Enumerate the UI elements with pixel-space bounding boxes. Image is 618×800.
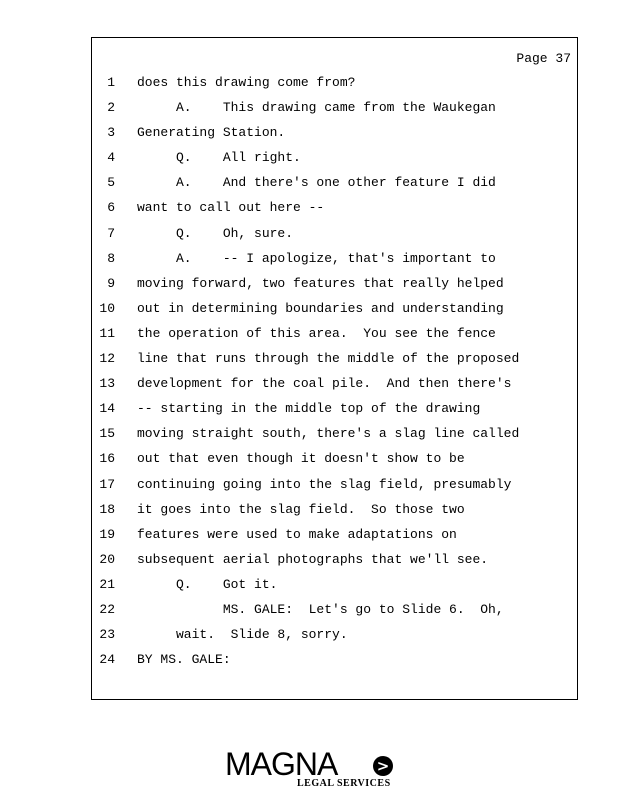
transcript-lines bbox=[92, 73, 577, 675]
line-number: 12 bbox=[99, 351, 115, 367]
line-number: 23 bbox=[99, 627, 115, 643]
transcript-line bbox=[92, 324, 577, 349]
line-number: 22 bbox=[99, 601, 115, 617]
line-number: 17 bbox=[99, 476, 115, 492]
transcript-line bbox=[92, 500, 577, 525]
magna-logo bbox=[225, 748, 395, 792]
transcript-line bbox=[92, 98, 577, 123]
line-text: out that even though it doesn't show to be bbox=[137, 451, 465, 467]
transcript-line bbox=[92, 349, 577, 374]
line-text: -- starting in the middle top of the drawing bbox=[137, 401, 481, 417]
line-number: 1 bbox=[107, 75, 115, 90]
line-text: Q. All right. bbox=[137, 150, 301, 166]
line-text: Q. Got it. bbox=[137, 576, 278, 592]
page-number: Page 37 bbox=[516, 51, 571, 66]
line-text: want to call out here -- bbox=[137, 200, 325, 216]
transcript-line bbox=[92, 198, 577, 223]
transcript-line bbox=[92, 525, 577, 550]
transcript-line bbox=[92, 173, 577, 198]
line-text: features were used to make adaptations on bbox=[137, 526, 457, 542]
line-text: A. -- I apologize, that's important to bbox=[137, 250, 496, 266]
line-text: it goes into the slag field. So those two bbox=[137, 501, 465, 517]
line-number: 19 bbox=[99, 526, 115, 542]
transcript-line bbox=[92, 148, 577, 173]
transcript-line bbox=[92, 424, 577, 449]
line-number: 18 bbox=[99, 501, 115, 517]
line-text: Generating Station. bbox=[137, 125, 286, 141]
line-number: 7 bbox=[107, 225, 115, 241]
line-text: moving forward, two features that really helped bbox=[137, 275, 504, 291]
line-number: 9 bbox=[107, 275, 115, 291]
line-text: moving straight south, there's a slag line called bbox=[137, 426, 520, 442]
transcript-line bbox=[92, 123, 577, 148]
transcript-line bbox=[92, 650, 577, 675]
line-text: continuing going into the slag field, presumably bbox=[137, 476, 512, 492]
transcript-line bbox=[92, 274, 577, 299]
line-number: 8 bbox=[107, 250, 115, 266]
transcript-line bbox=[92, 374, 577, 399]
transcript-page bbox=[91, 37, 578, 700]
line-number: 10 bbox=[99, 300, 115, 316]
line-text: Q. Oh, sure. bbox=[137, 225, 294, 241]
transcript-line bbox=[92, 299, 577, 324]
line-text: BY MS. GALE: bbox=[137, 652, 231, 668]
transcript-line bbox=[92, 249, 577, 274]
line-number: 6 bbox=[107, 200, 115, 216]
line-number: 11 bbox=[99, 325, 115, 341]
logo-subtitle: LEGAL SERVICES bbox=[297, 778, 391, 789]
line-text: does this drawing come from? bbox=[137, 75, 356, 90]
transcript-line bbox=[92, 224, 577, 249]
line-number: 24 bbox=[99, 652, 115, 668]
logo-wordmark: MAGNA bbox=[225, 746, 338, 782]
line-number: 4 bbox=[107, 150, 115, 166]
line-number: 16 bbox=[99, 451, 115, 467]
line-text: wait. Slide 8, sorry. bbox=[137, 627, 348, 643]
line-text: A. This drawing came from the Waukegan bbox=[137, 100, 496, 116]
line-number: 5 bbox=[107, 175, 115, 191]
line-number: 13 bbox=[99, 376, 115, 392]
line-text: A. And there's one other feature I did bbox=[137, 175, 496, 191]
line-text: the operation of this area. You see the fence bbox=[137, 325, 496, 341]
transcript-line bbox=[92, 550, 577, 575]
line-number: 14 bbox=[99, 401, 115, 417]
line-text: line that runs through the middle of the proposed bbox=[137, 351, 520, 367]
line-number: 15 bbox=[99, 426, 115, 442]
line-text: out in determining boundaries and understanding bbox=[137, 300, 504, 316]
line-text: MS. GALE: Let's go to Slide 6. Oh, bbox=[137, 601, 504, 617]
transcript-line bbox=[92, 600, 577, 625]
line-number: 3 bbox=[107, 125, 115, 141]
line-text: subsequent aerial photographs that we'll see. bbox=[137, 551, 489, 567]
line-number: 20 bbox=[99, 551, 115, 567]
line-number: 21 bbox=[99, 576, 115, 592]
transcript-line bbox=[92, 449, 577, 474]
transcript-line bbox=[92, 625, 577, 650]
line-text: development for the coal pile. And then there's bbox=[137, 376, 512, 392]
transcript-line bbox=[92, 475, 577, 500]
line-number: 2 bbox=[107, 100, 115, 116]
logo-arrow-icon: > bbox=[373, 756, 393, 776]
transcript-line bbox=[92, 399, 577, 424]
transcript-line bbox=[92, 575, 577, 600]
transcript-line bbox=[92, 73, 577, 98]
